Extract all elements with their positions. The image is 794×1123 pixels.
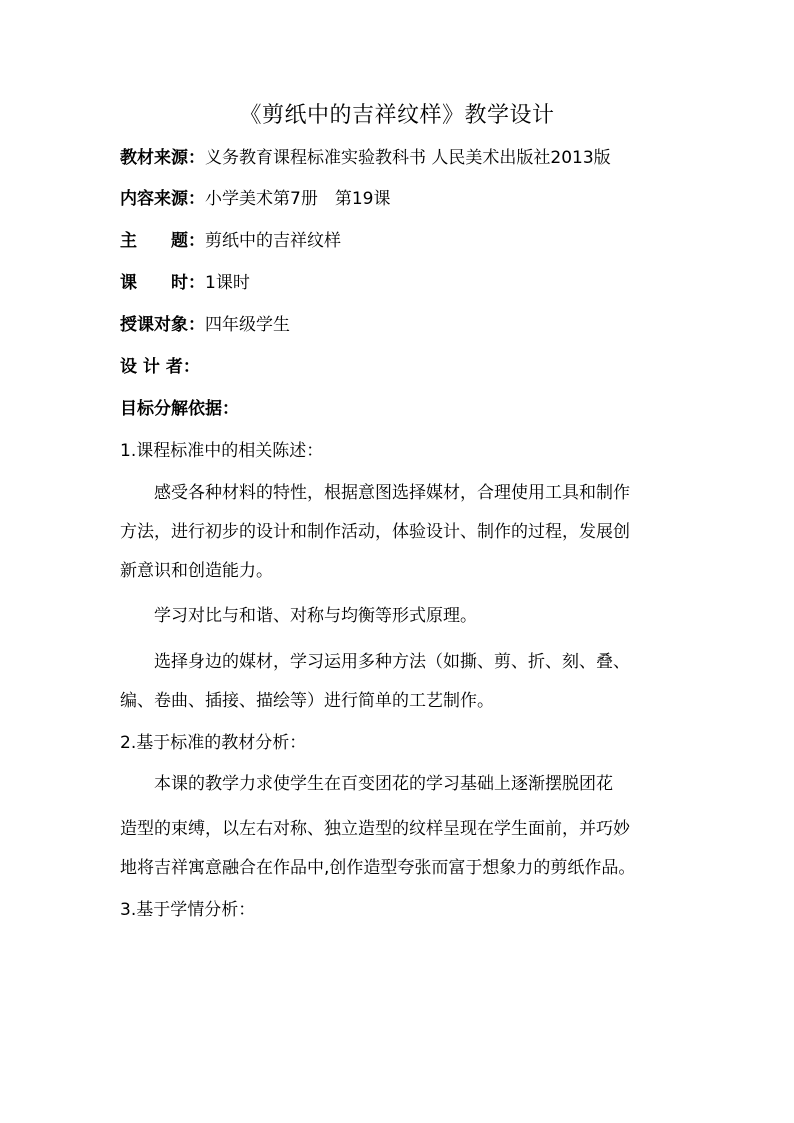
meta-duration: [120, 270, 250, 296]
subsection-1-heading: 1.课程标准中的相关陈述：: [120, 441, 324, 461]
meta-designer: [120, 354, 200, 380]
paragraph-line: 感受各种材料的特性，根据意图选择媒材，合理使用工具和制作: [154, 483, 630, 503]
paragraph-2: [120, 597, 680, 636]
paragraph-line: 编、卷曲、插接、描绘等）进行简单的工艺制作。: [120, 691, 494, 711]
meta-source-material: [120, 145, 611, 171]
meta-label: 授课对象：: [120, 315, 205, 335]
paragraph-line: 造型的束缚，以左右对称、独立造型的纹样呈现在学生面前，并巧妙: [120, 819, 630, 839]
meta-topic: [120, 228, 341, 254]
meta-value: 小学美术第7册 第19课: [205, 189, 391, 209]
meta-label: 设 计 者：: [120, 357, 200, 377]
paragraph-1: [120, 474, 680, 591]
meta-content-source: [120, 186, 390, 212]
paragraph-line: 学习对比与和谐、对称与均衡等形式原理。: [154, 606, 477, 626]
paragraph-3: [120, 643, 680, 721]
meta-label: 教材来源：: [120, 148, 205, 168]
meta-label: 内容来源：: [120, 189, 205, 209]
meta-value: 义务教育课程标准实验教科书 人民美术出版社2013版: [205, 148, 611, 168]
paragraph-line: 本课的教学力求使学生在百变团花的学习基础上逐渐摆脱团花: [154, 774, 613, 794]
meta-label: 课 时：: [120, 273, 205, 293]
subsection-3-heading: 3.基于学情分析：: [120, 900, 256, 920]
subsection-2-heading: 2.基于标准的教材分析：: [120, 733, 307, 753]
meta-value: 剪纸中的吉祥纹样: [205, 231, 341, 251]
paragraph-line: 地将吉祥寓意融合在作品中,创作造型夸张而富于想象力的剪纸作品。: [120, 858, 636, 878]
meta-audience: [120, 312, 290, 338]
document-title: 《剪纸中的吉祥纹样》教学设计: [239, 103, 555, 128]
paragraph-line: 方法，进行初步的设计和制作活动，体验设计、制作的过程，发展创: [120, 522, 630, 542]
paragraph-line: 新意识和创造能力。: [120, 561, 273, 581]
meta-label: 主 题：: [120, 231, 205, 251]
meta-value: 1课时: [205, 273, 250, 293]
paragraph-line: 选择身边的媒材，学习运用多种方法（如撕、剪、折、刻、叠、: [154, 652, 630, 672]
paragraph-4: [120, 765, 680, 888]
meta-value: 四年级学生: [205, 315, 290, 335]
section-heading: 目标分解依据：: [120, 399, 239, 419]
